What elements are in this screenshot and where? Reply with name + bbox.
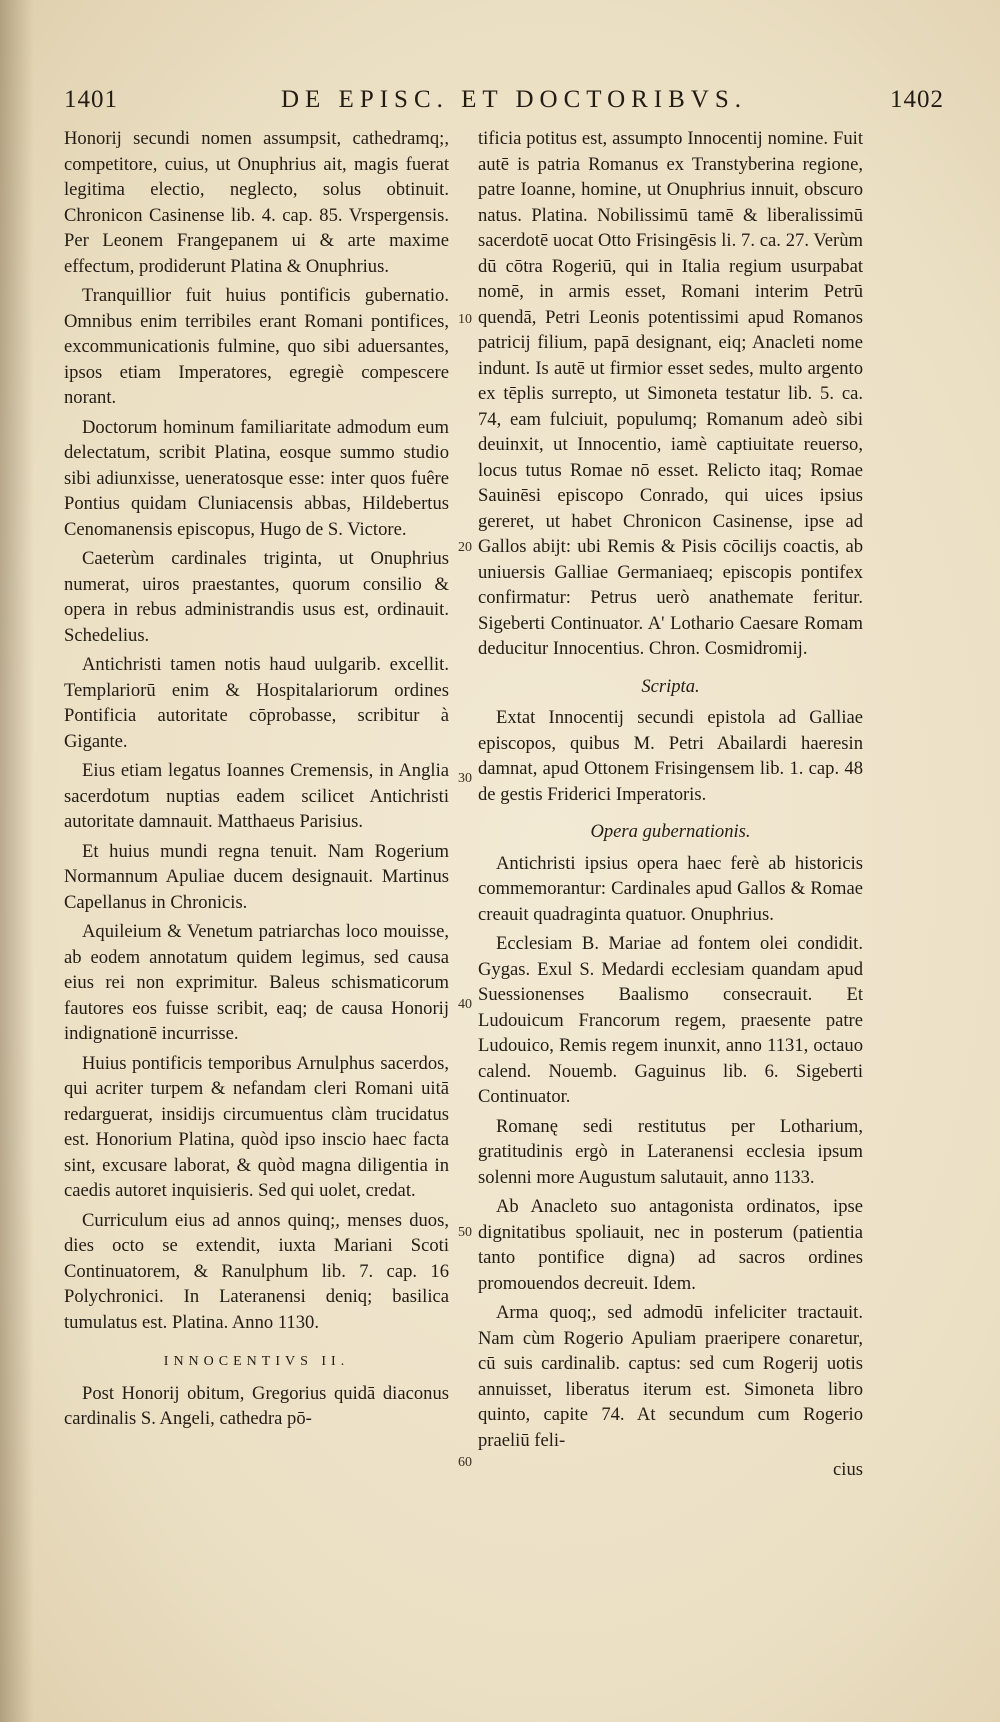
catchword: cius xyxy=(833,1459,863,1480)
section-subhead: INNOCENTIVS II. xyxy=(163,1354,350,1369)
running-title: DE EPISC. ET DOCTORIBVS. xyxy=(280,86,748,113)
section-heading-scripta: Scripta. xyxy=(641,675,700,697)
line-number: 60 xyxy=(458,1455,472,1470)
right-column xyxy=(478,126,863,1483)
gutter-shadow xyxy=(0,0,34,1722)
line-number: 30 xyxy=(458,771,472,786)
paragraph: Eius etiam legatus Ioannes Cremensis, in Anglia sacerdotum nuptias eadem scilicet Antichristi autoritate damnauit. Matthaeus Parisius. xyxy=(64,760,449,832)
paragraph: Honorij secundi nomen assumpsit, cathedramq;, competitore, cuius, ut Onuphrius ait, magis fuerat legitima electio, neglecto, solus obtinuit. Chronicon Casinense lib. 4. cap. 85. Vrspergensis. Per Leonem Frangepanem ui & arte maxime effectum, prodiderunt Platina & Onuphrius. xyxy=(64,128,449,277)
paragraph: Arma quoq;, sed admodū infeliciter tractauit. Nam cùm Rogerio Apuliam praeripere conaretur, cū suis cardinalib. captus: sed cum Rogerij uotis annuisset, liberatus iterum est. Simoneta libro quinto, capite 74. At secundum cum Rogerio praeliū feli- xyxy=(478,1302,863,1451)
paragraph: Curriculum eius ad annos quinq;, menses duos, dies octo se extendit, iuxta Mariani Scoti Continuatorem, & Ranulphum lib. 7. cap. 16 Polychronici. In Lateranensi deniq; basilica tumulatus est. Platina. Anno 1130. xyxy=(64,1209,449,1333)
line-number: 40 xyxy=(458,997,472,1012)
paragraph: Aquileium & Venetum patriarchas loco mouisse, ab eodem annotatum quidem legimus, sed causa eius rei non exprimitur. Baleus schismaticorum fautores eos fuisse scribit, eaq; de causa Honorij indignationē incurrisse. xyxy=(64,921,449,1044)
paragraph: tificia potitus est, assumpto Innocentij nomine. Fuit autē is patria Romanus ex Transtyberina regione, patre Ioanne, homine, ut Onuphrius innuit, obscuro natus. Platina. Nobilissimū tamē & liberalissimū sacerdotē uocat Otto Frisingēsis li. 7. ca. 27. Verùm dū cōtra Rogeriū, qui in Italia regium usurpabat nomē, in armis esset, Romani interim Petrū quendā, Petri Leonis potentissimi apud Romanos patricij filium, papā designant, eiq; Anacleti nome indunt. Is autē ut firmior esset sedes, multo argento ex tēplis surrepto, ut Simoneta testatur lib. 5. ca. 74, eam fulciuit, populumq; Romanum adeò sibi deuinxit, ut Innocentio, iamè captiuitate reuerso, locus tutus Romae nō esset. Relicto itaq; Romae Sauinēsi episcopo Conrado, qui uices ipsius gereret, ut habet Chronicon Casinense, ipse ad Gallos abijt: ubi Remis & Pisis cōcilijs coactis, ab uniuersis Galliae Germaniaeq; episcopis pontifex confirmatur: Petrus uerò anathemate feritur. Sigeberti Continuator. A' Lothario Caesare Romam deducitur Innocentius. Chron. Cosmidromij. xyxy=(478,128,863,659)
paragraph: Ab Anacleto suo antagonista ordinatos, ipse dignitatibus spoliauit, nec in posterum (patientia tanto pontifice digna) ad sacros ordines promouendos decreuit. Idem. xyxy=(478,1196,863,1294)
page-number-left: 1401 xyxy=(64,86,118,113)
paragraph: Romanę sedi restitutus per Lotharium, gratitudinis ergò in Lateranensi ecclesia ipsum solenni more Augustum salutauit, anno 1133. xyxy=(478,1115,863,1188)
paragraph: Post Honorij obitum, Gregorius quidā diaconus cardinalis S. Angeli, cathedra pō- xyxy=(64,1382,449,1429)
paragraph: Antichristi tamen notis haud uulgarib. excellit. Templariorū enim & Hospitalariorum ordines Pontificia autoritate cōprobasse, scribitur à Gigante. xyxy=(64,654,449,752)
page-number-right: 1402 xyxy=(890,86,944,113)
paragraph: Extat Innocentij secundi epistola ad Galliae episcopos, quibus M. Petri Abailardi haeresin damnat, apud Ottonem Frisingensem lib. 1. cap. 48 de gestis Friderici Imperatoris. xyxy=(478,707,863,805)
paragraph: Caeterùm cardinales triginta, ut Onuphrius numerat, uiros praestantes, quorum consilio & opera in rebus administrandis usus est, ordinauit. Schedelius. xyxy=(64,548,449,646)
paragraph: Antichristi ipsius opera haec ferè ab historicis commemorantur: Cardinales apud Gallos & Romae creauit quadraginta quatuor. Onuphrius. xyxy=(478,852,863,925)
paragraph: Huius pontificis temporibus Arnulphus sacerdos, qui acriter turpem & nefandam cleri Romani uitā redarguerat, insidijs circumuentus clàm trucidatus est. Honorium Platina, quòd ipso inscio haec facta sint, excusare laborat, & quòd magna diligentia in caedis autoret inquisieris. Sed qui uolet, credat. xyxy=(64,1052,449,1201)
paragraph: Et huius mundi regna tenuit. Nam Rogerium Normannum Apuliae ducem designauit. Martinus Capellanus in Chronicis. xyxy=(64,840,449,913)
paragraph: Ecclesiam B. Mariae ad fontem olei condidit. Gygas. Exul S. Medardi ecclesiam quandam apud Suessionenses Baalismo consecrauit. Et Ludouicum Francorum regem, praesente patre Ludouico, Remis regem inunxit, anno 1131, octauo calend. Nouemb. Gaguinus lib. 6. Sigeberti Continuator. xyxy=(478,933,863,1107)
left-column xyxy=(64,126,449,1436)
running-header xyxy=(64,86,964,126)
section-heading-opera: Opera gubernationis. xyxy=(590,821,751,842)
paragraph: Tranquillior fuit huius pontificis gubernatio. Omnibus enim terribiles erant Romani pontifices, excommunicationis fulmine, quo sibi aduersantes, ipsos etiam Imperatores, egregiè compescere norant. xyxy=(64,285,449,408)
line-number: 10 xyxy=(458,312,472,327)
line-number: 50 xyxy=(458,1225,472,1240)
paragraph: Doctorum hominum familiaritate admodum eum delectatum, scribit Platina, eosque summo studio sibi adiunxisse, ueneratosque esse: inter quos fuêre Pontius quidam Cluniacensis abbas, Hildebertus Cenomanensis episcopus, Hugo de S. Victore. xyxy=(64,416,449,540)
line-number: 20 xyxy=(458,540,472,555)
